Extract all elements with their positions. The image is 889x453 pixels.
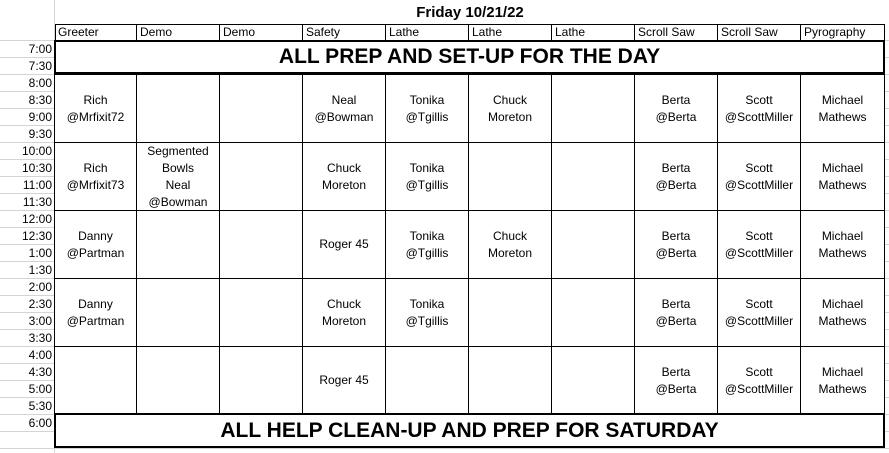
time-label: 8:00	[28, 76, 52, 90]
column-header: Safety	[303, 24, 386, 40]
schedule-cell[interactable]: Chuck Moreton	[468, 74, 552, 143]
page-title: Friday 10/21/22	[416, 3, 524, 21]
schedule-cell[interactable]	[219, 346, 303, 415]
time-label: 4:30	[28, 365, 52, 379]
column-header: Demo	[137, 24, 220, 40]
schedule-cell[interactable]	[551, 142, 635, 211]
time-label: 9:00	[28, 110, 52, 124]
schedule-cell[interactable]: Chuck Moreton	[302, 142, 386, 211]
schedule-cell[interactable]: Berta @Berta	[634, 142, 718, 211]
schedule-cell[interactable]	[54, 346, 137, 415]
time-label: 12:30	[21, 229, 52, 243]
schedule-cell[interactable]	[551, 74, 635, 143]
column-header: Lathe	[552, 24, 635, 40]
schedule-cell[interactable]	[219, 278, 303, 347]
schedule-cell[interactable]: Roger 45	[302, 346, 386, 415]
time-label: 3:30	[28, 331, 52, 345]
schedule-cell[interactable]: Tonika @Tgillis	[385, 74, 469, 143]
time-label: 1:00	[28, 246, 52, 260]
schedule-cell[interactable]: Tonika @Tgillis	[385, 142, 469, 211]
schedule-cell[interactable]: Berta @Berta	[634, 278, 718, 347]
schedule-cell[interactable]: Michael Mathews	[800, 210, 885, 279]
time-label: 8:30	[28, 93, 52, 107]
time-label: 6:00	[28, 416, 52, 430]
column-header: Lathe	[469, 24, 552, 40]
schedule-cell[interactable]	[136, 278, 220, 347]
schedule-cell[interactable]: Berta @Berta	[634, 74, 718, 143]
column-header: Demo	[220, 24, 303, 40]
schedule-cell[interactable]: Berta @Berta	[634, 346, 718, 415]
schedule-cell[interactable]	[468, 142, 552, 211]
schedule-cell[interactable]: Danny @Partman	[54, 210, 137, 279]
schedule-cell[interactable]: Tonika @Tgillis	[385, 278, 469, 347]
time-label: 11:00	[22, 178, 52, 192]
schedule-cell[interactable]: Tonika @Tgillis	[385, 210, 469, 279]
schedule-cell[interactable]	[551, 346, 635, 415]
schedule-cell[interactable]: Michael Mathews	[800, 142, 885, 211]
schedule-cell[interactable]: Rich @Mrfixit72	[54, 74, 137, 143]
schedule-cell[interactable]: Berta @Berta	[634, 210, 718, 279]
time-label: 9:30	[28, 127, 52, 141]
schedule-cell[interactable]: Segmented Bowls Neal @Bowman	[136, 142, 220, 211]
schedule-cell[interactable]: Scott @ScottMiller	[717, 278, 801, 347]
schedule-cell[interactable]	[136, 346, 220, 415]
schedule-cell[interactable]: Danny @Partman	[54, 278, 137, 347]
schedule-cell[interactable]: Neal @Bowman	[302, 74, 386, 143]
schedule-cell[interactable]: Rich @Mrfixit73	[54, 142, 137, 211]
time-label: 3:00	[28, 314, 52, 328]
time-label: 2:00	[28, 280, 52, 294]
time-label: 4:00	[28, 348, 52, 362]
time-label: 1:30	[28, 263, 52, 277]
schedule-cell[interactable]: Chuck Moreton	[468, 210, 552, 279]
schedule-cell[interactable]: Scott @ScottMiller	[717, 210, 801, 279]
schedule-cell[interactable]	[551, 210, 635, 279]
schedule-cell[interactable]	[136, 210, 220, 279]
gridline	[0, 448, 889, 449]
schedule-cell[interactable]: Roger 45	[302, 210, 386, 279]
time-label: 10:00	[21, 144, 52, 158]
schedule-cell[interactable]	[219, 142, 303, 211]
schedule-cell[interactable]: Michael Mathews	[800, 278, 885, 347]
column-header: Greeter	[55, 24, 137, 40]
top-banner: ALL PREP AND SET-UP FOR THE DAY	[54, 40, 885, 74]
time-label: 10:30	[21, 161, 52, 175]
time-label: 12:00	[21, 212, 52, 226]
schedule-cell[interactable]	[385, 346, 469, 415]
bottom-banner: ALL HELP CLEAN-UP AND PREP FOR SATURDAY	[54, 413, 885, 448]
schedule-cell[interactable]: Scott @ScottMiller	[717, 142, 801, 211]
schedule-cell[interactable]: Scott @ScottMiller	[717, 74, 801, 143]
schedule-cell[interactable]: Chuck Moreton	[302, 278, 386, 347]
column-header: Scroll Saw	[635, 24, 718, 40]
schedule-cell[interactable]	[136, 74, 220, 143]
schedule-cell[interactable]: Michael Mathews	[800, 74, 885, 143]
schedule-cell[interactable]	[219, 74, 303, 143]
column-header: Lathe	[386, 24, 469, 40]
time-label: 2:30	[28, 297, 52, 311]
schedule-cell[interactable]	[468, 346, 552, 415]
schedule-cell[interactable]	[468, 278, 552, 347]
time-label: 11:30	[22, 195, 52, 209]
column-header: Pyrography	[801, 24, 885, 40]
time-label: 7:30	[28, 59, 52, 73]
schedule-cell[interactable]: Scott @ScottMiller	[717, 346, 801, 415]
column-header: Scroll Saw	[718, 24, 801, 40]
time-label: 7:00	[28, 42, 52, 56]
time-label: 5:30	[28, 399, 52, 413]
schedule-cell[interactable]: Michael Mathews	[800, 346, 885, 415]
schedule-cell[interactable]	[551, 278, 635, 347]
time-label: 5:00	[28, 382, 52, 396]
schedule-cell[interactable]	[219, 210, 303, 279]
